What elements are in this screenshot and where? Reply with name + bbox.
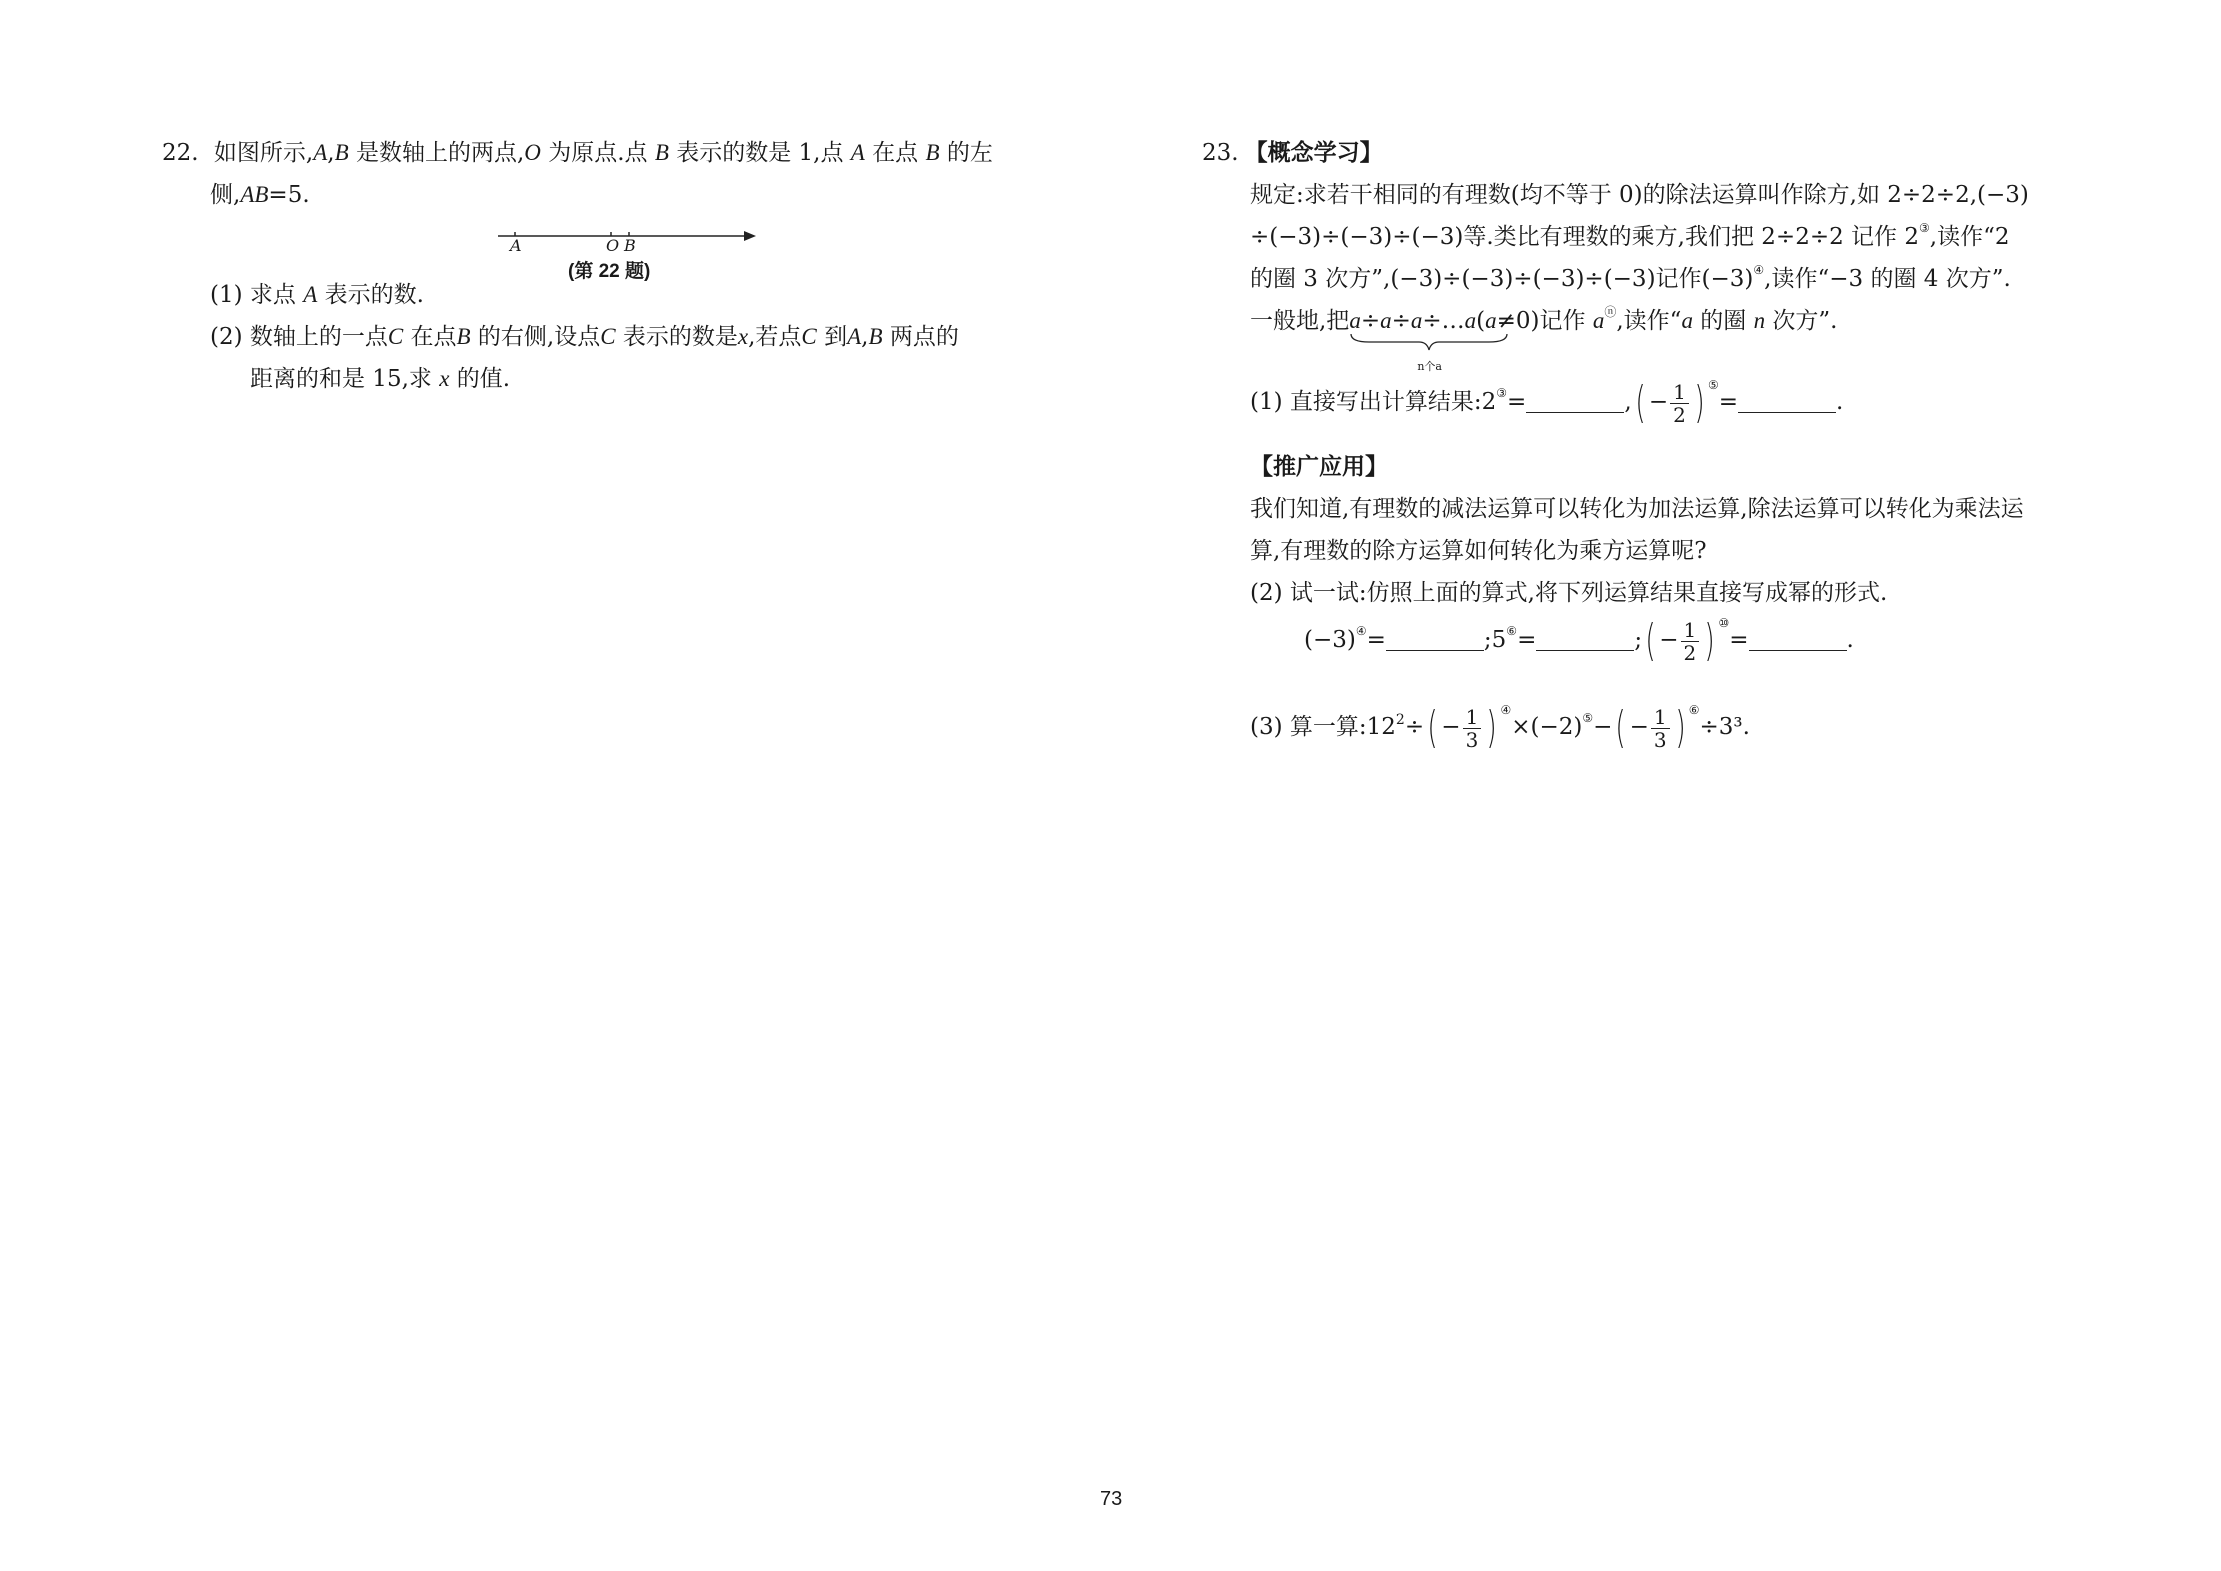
- rule-line4-prefix: 一般地,把: [1250, 308, 1350, 334]
- numerator: 1: [1670, 381, 1689, 404]
- fraction-one-third: [1651, 706, 1670, 751]
- q23-heading-concept: 【概念学习】: [1244, 139, 1383, 166]
- answer-blank[interactable]: [1749, 626, 1847, 651]
- period: .: [1846, 627, 1854, 653]
- numerator: 1: [1463, 706, 1482, 729]
- q22-number: 22.: [162, 140, 199, 166]
- denominator: 2: [1673, 402, 1686, 427]
- denominator: 3: [1653, 727, 1667, 752]
- fraction-one-half: [1670, 381, 1689, 426]
- q23-number: 23.: [1202, 140, 1239, 166]
- q23-para-line2: 算,有理数的除方运算如何转化为乘方运算呢?: [1250, 538, 1707, 564]
- numerator: 1: [1651, 706, 1670, 729]
- q22-stem-line1: 22. 如图所示,A,B 是数轴上的两点,O 为原点.点 B 表示的数是 1,点 A 在点 B 的左: [162, 140, 993, 166]
- point-o-label: O: [606, 236, 620, 255]
- q23-rule-line2: ÷(−3)÷(−3)÷(−3)等.类比有理数的乘方,我们把 2÷2÷2 记作 2③,读作“2: [1250, 221, 2010, 250]
- underbrace-expression: a÷a÷a÷…a n个a: [1349, 306, 1476, 336]
- q23-heading1-line: [1202, 138, 1383, 168]
- answer-blank[interactable]: [1386, 626, 1484, 651]
- fraction-one-third: [1463, 706, 1482, 751]
- q22-part2-line1: (2) 数轴上的一点C 在点B 的右侧,设点C 表示的数是x,若点C 到A,B 两点的: [210, 324, 959, 350]
- figure-caption: (第 22 题): [568, 261, 651, 282]
- period: .: [1836, 389, 1844, 415]
- answer-blank[interactable]: [1738, 388, 1836, 413]
- separator: ,: [1624, 389, 1632, 415]
- part3-end: ÷3³.: [1699, 714, 1750, 740]
- q23-rule-line4: 一般地,把a÷a÷a÷…a n个a (a≠0)记作 aⓝ,读作“a 的圈 n 次方”.: [1250, 306, 1837, 336]
- underbrace-icon: [1349, 332, 1509, 352]
- q23-para-line1: 我们知道,有理数的减法运算可以转化为加法运算,除法运算可以转化为乘法运: [1250, 496, 2024, 522]
- numerator: 1: [1681, 619, 1700, 642]
- denominator: 3: [1465, 727, 1479, 752]
- underbrace-label: n个a: [1417, 360, 1442, 373]
- separator: ;: [1634, 627, 1643, 653]
- q22-part2-line2: 距离的和是 15,求 x 的值.: [250, 366, 511, 392]
- point-b-label: B: [624, 236, 636, 255]
- page-number: 73: [1100, 1488, 1123, 1510]
- q23-part2: (2) 试一试:仿照上面的算式,将下列运算结果直接写成幂的形式.: [1250, 580, 1888, 606]
- denominator: 2: [1683, 640, 1697, 665]
- neg-sign: −: [1648, 389, 1669, 415]
- point-a-label: A: [510, 236, 522, 255]
- fraction-one-half: [1681, 619, 1700, 664]
- answer-blank[interactable]: [1536, 626, 1634, 651]
- answer-blank[interactable]: [1526, 388, 1624, 413]
- q22-stem-line2: 侧,AB=5.: [210, 182, 310, 208]
- q22-part1: (1) 求点 A 表示的数.: [210, 282, 424, 308]
- q23-heading-application: 【推广应用】: [1250, 453, 1388, 480]
- q23-rule-line1: 规定:求若干相同的有理数(均不等于 0)的除法运算叫作除方,如 2÷2÷2,(−3): [1250, 182, 2029, 208]
- q23-part2-expressions: (−3)④= ;5⑥= ;( − $\frac{1}{2}$ ) ⑩= .: [1304, 615, 1854, 666]
- q23-part1-prefix: (1) 直接写出计算结果:: [1250, 389, 1482, 415]
- q23-rule-line3: 的圈 3 次方”,(−3)÷(−3)÷(−3)÷(−3)记作(−3)④,读作“−3 的圈 4 次方”.: [1250, 263, 2011, 292]
- q23-part3: (3) 算一算$:12^2\div$( − $\frac{1}{3}$ ) ④×(−2)⑤−( − $\frac{1}{3}$ ) ⑥÷3³.: [1250, 702, 1750, 753]
- q23-part1: (1) 直接写出计算结果:2③= ,( − $\frac{1}{2}$ ) ⑤= .: [1250, 377, 1844, 428]
